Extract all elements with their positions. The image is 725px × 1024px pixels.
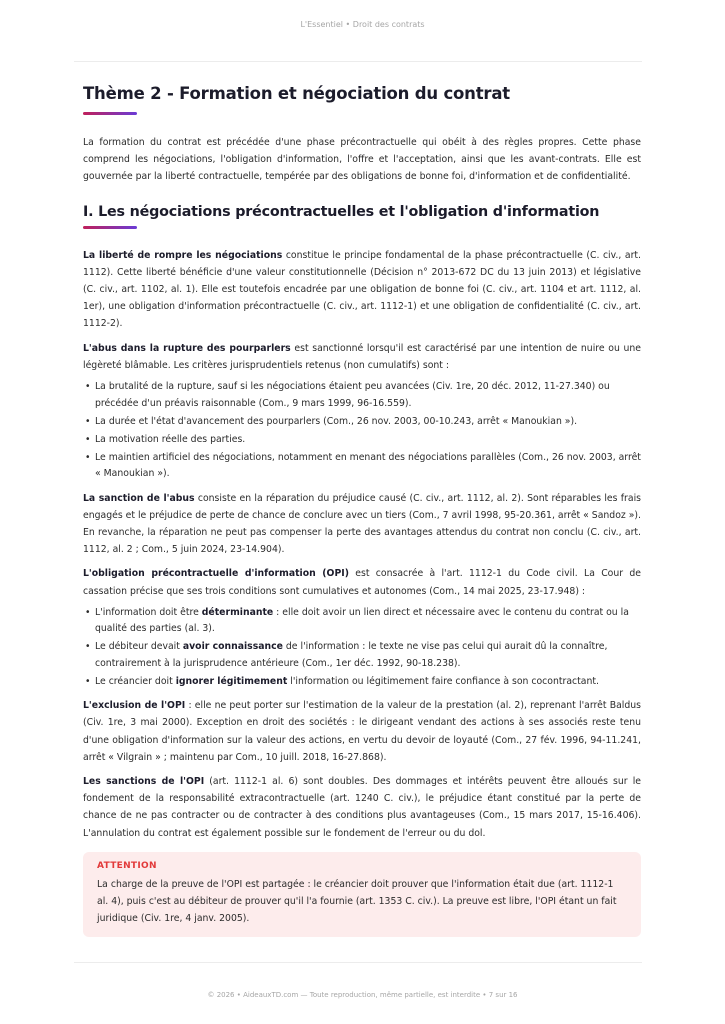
paragraph-text: (art. 1112-1 al. 6) sont doubles. Des dommages et intérêts peuvent être alloués sur le fondement de la responsabilité extracontractuelle (art. 1240 C. civ.), le préjudice étant constitué par la perte de chance de ne pas contracter ou de contracter à des conditions plus avantageuses (Com., 15 mars 2017, 15-16.406). L'annulation du contrat est également possible sur le fondement de l'erreur ou du dol. — [83, 776, 642, 839]
list-item: • La brutalité de la rupture, sauf si les négociations étaient peu avancées (Civ. 1re, 20 déc. 2012, 11-27.340) ou précédée d'un préavis raisonnable (Com., 9 mars 1999, 96-16.559). — [95, 379, 641, 412]
callout-label: ATTENTION — [97, 860, 157, 871]
conditions-list — [83, 605, 641, 691]
paragraph-text: constitue le principe fondamental de la phase précontractuelle (C. civ., art. 1112). Cette liberté bénéficie d'une valeur constitutionnelle (Décision n° 2013-672 DC du 13 juin 2013) et législative (C. civ., art. 1102, al. 1). Elle est toutefois encadrée par une obligation de bonne foi (C. civ., art. 1104 et art. 1112, al. 1er), une obligation d'information précontractuelle (C. civ., art. 1112-1) et une obligation de confidentialité (C. civ., art. 1112-2). — [83, 249, 641, 330]
list-item: • La motivation réelle des parties. — [95, 432, 641, 449]
list-item: • Le maintien artificiel des négociations, notamment en menant des négociations parallèles (Com., 26 nov. 2003, arrêt « Manoukian »). — [95, 450, 641, 483]
paragraph-liberte — [83, 247, 641, 333]
paragraph-text: consiste en la réparation du préjudice causé (C. civ., art. 1112, al. 2). Sont réparables les frais engagés et le préjudice de perte de chance de conclure avec un tiers (Com., 7 avril 1998, 95-20.361, arrêt « Sandoz »). En revanche, la réparation ne peut pas compenser la perte des avantages attendus du contrat non conclu (C. civ., art. 1112, al. 2 ; Com., 5 juin 2024, 23-14.904). — [83, 492, 641, 556]
list-item: • La durée et l'état d'avancement des pourparlers (Com., 26 nov. 2003, 00-10.243, arrêt « Manoukian »). — [95, 414, 641, 431]
header-divider — [74, 61, 642, 62]
list-item: • Le créancier doit ignorer légitimement l'information ou légitimement faire confiance à son cocontractant. — [95, 674, 641, 691]
paragraph-exclusion — [83, 697, 641, 766]
paragraph-lead: L'exclusion de l'OPI — [83, 700, 186, 712]
criteria-list — [83, 379, 641, 483]
callout-text: La charge de la preuve de l'OPI est partagée : le créancier doit prouver que l'information était due (art. 1112-1 al. 4), puis c'est au débiteur de prouver qu'il l'a fournie (art. 1353 C. civ.). La preuve est libre, l'OPI étant un fait juridique (Civ. 1re, 4 janv. 2005). — [97, 878, 617, 925]
paragraph-lead: L'abus dans la rupture des pourparlers — [83, 342, 291, 354]
list-item: • Le débiteur devait avoir connaissance de l'information : le texte ne vise pas celui qui aurait dû la connaître, contrairement à la jurisprudence antérieure (Com., 1er déc. 1992, 90-18.238). — [95, 639, 641, 672]
paragraph-lead: La sanction de l'abus — [83, 492, 195, 504]
paragraph-opi — [83, 565, 641, 599]
title-accent-bar — [83, 112, 137, 115]
list-item: • L'information doit être déterminante : elle doit avoir un lien direct et nécessaire avec le contenu du contrat ou la qualité des parties (al. 3). — [95, 605, 641, 638]
page-title: Thème 2 - Formation et négociation du contrat — [83, 84, 510, 103]
paragraph-sanctions-opi — [83, 773, 641, 842]
attention-callout — [83, 852, 641, 938]
paragraph-lead: La liberté de rompre les négociations — [83, 249, 283, 261]
page-content — [83, 84, 641, 937]
running-footer: © 2026 • AideauxTD.com — Toute reproduction, même partielle, est interdite • 7 sur 16 — [207, 991, 518, 999]
running-header: L'Essentiel • Droit des contrats — [300, 20, 425, 29]
paragraph-lead: Les sanctions de l'OPI — [83, 776, 205, 788]
paragraph-lead: L'obligation précontractuelle d'information (OPI) — [83, 568, 349, 580]
paragraph-abus — [83, 340, 641, 374]
section-accent-bar — [83, 226, 137, 229]
paragraph-sanction — [83, 490, 641, 559]
paragraph-text: : elle ne peut porter sur l'estimation de la valeur de la prestation (al. 2), reprenant l'arrêt Baldus (Civ. 1re, 3 mai 2000). Exception en droit des sociétés : le dirigeant vendant des actions à ses associés reste tenu d'une obligation d'information sur la valeur des actions, en vertu du devoir de loyauté (Com., 27 fév. 1996, 94-11.241, arrêt « Vilgrain » ; maintenu par Com., 10 juill. 2018, 16-27.868). — [83, 700, 641, 763]
section-title: I. Les négociations précontractuelles et l'obligation d'information — [83, 203, 600, 220]
intro-paragraph: La formation du contrat est précédée d'une phase précontractuelle qui obéit à des règles propres. Cette phase comprend les négociations, l'obligation d'information, l'offre et l'acceptation, ainsi que les avant-contrats. Elle est gouvernée par la liberté contractuelle, tempérée par des obligations de bonne foi, d'information et de confidentialité. — [83, 137, 641, 183]
paragraph-text: est sanctionné lorsqu'il est caractérisé par une intention de nuire ou une légèreté blâmable. Les critères jurisprudentiels retenus (non cumulatifs) sont : — [83, 342, 642, 371]
paragraph-text: est consacrée à l'art. 1112-1 du Code civil. La Cour de cassation précise que ses trois conditions sont cumulatives et autonomes (Com., 14 mai 2025, 23-17.948) : — [83, 568, 642, 597]
footer-divider — [74, 962, 642, 963]
